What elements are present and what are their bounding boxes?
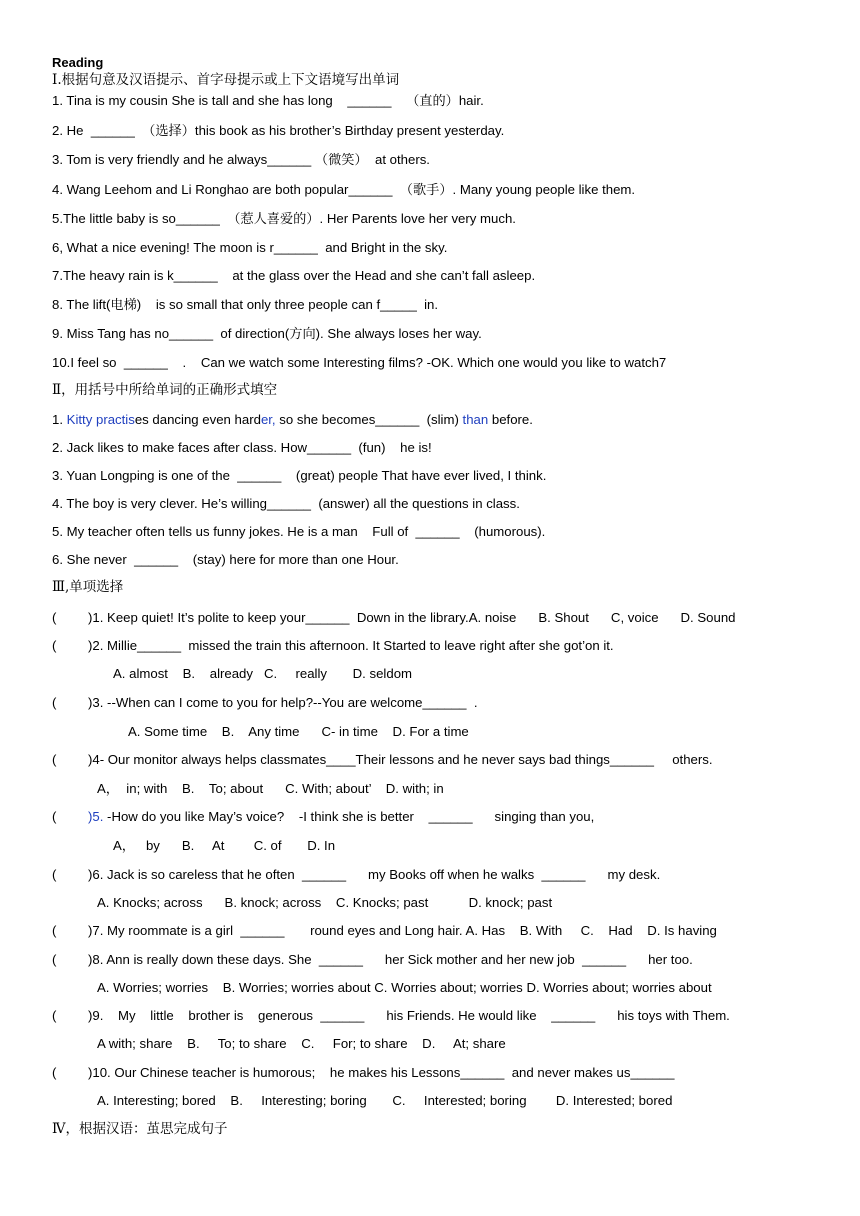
part2-q1-blue-2: er, (260, 412, 276, 427)
part1-item-9: 9. Miss Tang has no______ of direction(方向). She always loses her way. (52, 326, 482, 341)
mc-question-4: )4- Our monitor always helps classmates____Their lessons and he never says bad things______ others. (88, 752, 713, 767)
mc-options-6: A. Knocks; across B. knock; across C. Knocks; past D. knock; past (97, 895, 553, 910)
part2-item-1 (52, 411, 533, 428)
paren-1: ( (52, 610, 57, 625)
part1-item-6: 6, What a nice evening! The moon is r______ and Bright in the sky. (52, 240, 448, 255)
paren-7: ( (52, 923, 57, 938)
mc-q5-number: )5. (88, 809, 104, 824)
section-2-title: Ⅱ，用括号中所给单词的正确形式填空 (52, 382, 278, 398)
mc-question-5 (88, 808, 594, 825)
mc-question-7: )7. My roommate is a girl ______ round eyes and Long hair. A. Has B. With C. Had D. Is having (88, 923, 717, 938)
paren-9: ( (52, 1008, 57, 1023)
part2-item-6: 6. She never ______ (stay) here for more than one Hour. (52, 552, 399, 567)
part2-q1-end: before. (488, 412, 533, 427)
mc-options-8: A. Worries; worries B. Worries; worries about C. Worries about; worries D. Worries about; worries about (97, 980, 712, 995)
part1-item-5: 5.The little baby is so______ （惹人喜爱的）. Her Parents love her very much. (52, 211, 516, 226)
part2-item-3: 3. Yuan Longping is one of the ______ (great) people That have ever lived, I think. (52, 468, 547, 483)
mc-question-6: )6. Jack is so careless that he often ______ my Books off when he walks ______ my desk. (88, 867, 661, 882)
paren-6: ( (52, 867, 57, 882)
mc-question-10: )10. Our Chinese teacher is humorous; he makes his Lessons______ and never makes us______ (88, 1065, 675, 1080)
mc-question-3: )3. --When can I come to you for help?--You are welcome______ . (88, 695, 478, 710)
mc-options-3: A. Some time B. Any time C- in time D. For a time (128, 724, 469, 739)
mc-question-1: )1. Keep quiet! It’s polite to keep your______ Down in the library.A. noise B. Shout C, voice D. Sound (88, 610, 736, 625)
mc-question-2: )2. Millie______ missed the train this afternoon. It Started to leave right after she got’on it. (88, 638, 614, 653)
part1-item-4: 4. Wang Leehom and Li Ronghao are both popular______ （歌手）. Many young people like them. (52, 182, 636, 197)
mc-options-10: A. Interesting; bored B. Interesting; boring C. Interested; boring D. Interested; bored (97, 1093, 673, 1108)
part1-item-8: 8. The lift(电梯) is so small that only three people can f_____ in. (52, 297, 439, 312)
part2-item-2: 2. Jack likes to make faces after class. How______ (fun) he is! (52, 440, 432, 455)
part1-item-7: 7.The heavy rain is k______ at the glass over the Head and she can’t fall asleep. (52, 268, 536, 283)
mc-q5-text: -How do you like May’s voice? -I think she is better ______ singing than you, (103, 809, 595, 824)
part2-q1-mid-2: so she becomes______ (slim) (275, 412, 463, 427)
mc-question-9: )9. My little brother is generous ______ his Friends. He would like ______ his toys with Them. (88, 1008, 730, 1023)
part2-q1-prefix: 1. (52, 412, 67, 427)
section-1-title: I.根据句意及汉语提示、首字母提示或上下文语境写出单词 (52, 72, 400, 88)
part2-item-5: 5. My teacher often tells us funny jokes. He is a man Full of ______ (humorous). (52, 524, 546, 539)
paren-10: ( (52, 1065, 57, 1080)
paren-2: ( (52, 638, 57, 653)
section-3-title: Ⅲ,单项选择 (52, 579, 124, 595)
part2-q1-blue-3: than (462, 412, 489, 427)
part1-item-2: 2. He ______ （选择）this book as his brother’s Birthday present yesterday. (52, 123, 505, 138)
mc-options-2: A. almost B. already C. really D. seldom (113, 666, 413, 681)
mc-options-4: A， in; with B. To; about C. With; about’ D. with; in (97, 781, 444, 796)
part1-item-3: 3. Tom is very friendly and he always______ （微笑） at others. (52, 152, 430, 167)
part2-item-4: 4. The boy is very clever. He’s willing______ (answer) all the questions in class. (52, 496, 520, 511)
part1-item-10: 10.I feel so ______ . Can we watch some Interesting films? -OK. Which one would you like to watch7 (52, 355, 667, 370)
mc-question-8: )8. Ann is really down these days. She ______ her Sick mother and her new job ______ her too. (88, 952, 693, 967)
heading: Reading (52, 55, 104, 70)
mc-options-5: A， by B. At C. of D. In (113, 838, 336, 853)
paren-8: ( (52, 952, 57, 967)
paren-5: ( (52, 809, 57, 824)
part2-q1-blue-1: Kitty practis (66, 412, 135, 427)
paren-3: ( (52, 695, 57, 710)
section-4-title: Ⅳ，根据汉语：茧思完成句子 (52, 1121, 228, 1137)
part1-item-1: 1. Tina is my cousin She is tall and she has long ______ （直的）hair. (52, 93, 484, 108)
paren-4: ( (52, 752, 57, 767)
mc-options-9: A with; share B. To; to share C. For; to share D. At; share (97, 1036, 506, 1051)
part2-q1-mid-1: es dancing even hard (134, 412, 261, 427)
